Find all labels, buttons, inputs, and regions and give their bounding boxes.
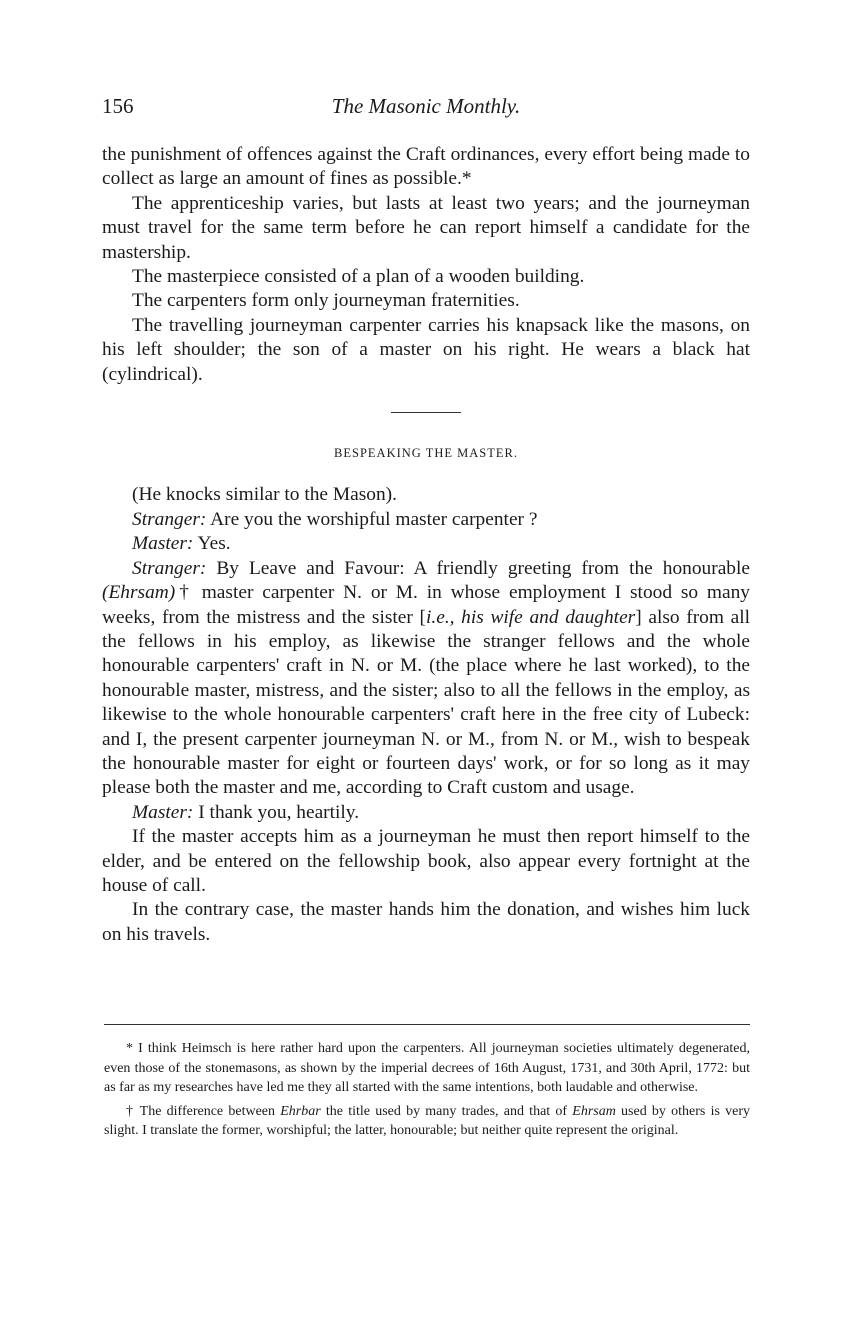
- speaker-label: Stranger:: [132, 508, 207, 530]
- dialogue-line: [102, 508, 750, 532]
- main-text: [102, 143, 750, 947]
- footnotes: [104, 1024, 750, 1145]
- dialogue-intro: (He knocks similar to the Mason).: [132, 484, 397, 506]
- paragraph: The masterpiece consisted of a plan of a wooden building.: [132, 266, 585, 288]
- bracket-italic: i.e., his wife and daughter: [425, 606, 636, 628]
- dialogue-text: By Leave and Favour: A friendly greeting from the honourable: [206, 557, 750, 579]
- paragraph: the punishment of offences against the Craft ordinances, every effort being made to collect as large an amount of fines as possible.*: [102, 144, 750, 190]
- dialogue-line: [102, 801, 750, 825]
- speaker-label: Master:: [132, 533, 194, 555]
- dialogue-line: [102, 532, 750, 556]
- speaker-label: Master:: [132, 801, 194, 823]
- footnote-text: used by others is very slight. I translate the former, worshipful; the latter, honourable; but neither quite represent the original.: [104, 1103, 750, 1138]
- footnote-text: the title used by many trades, and that of: [320, 1103, 573, 1119]
- dialogue-text: † master carpenter N. or M. in whose employment I stood so many weeks, from the mistress and the sister [: [102, 582, 750, 628]
- paragraph: The apprenticeship varies, but lasts at least two years; and the journeyman must travel for the same term before he can report himself a candidate for the mastership.: [102, 192, 750, 263]
- term-ehrsam: Ehrsam: [572, 1103, 616, 1119]
- footnote: [104, 1102, 750, 1141]
- dialogue-text: Yes.: [193, 533, 231, 555]
- section-heading: BESPEAKING THE MASTER.: [334, 446, 518, 461]
- footnote-rule: [104, 1024, 750, 1025]
- paragraph: The travelling journeyman carpenter carries his knapsack like the masons, on his left shoulder; the son of a master on his right. He wears a black hat (cylindrical).: [102, 314, 750, 385]
- speaker-label: Stranger:: [132, 557, 207, 579]
- paragraph: In the contrary case, the master hands him the donation, and wishes him luck on his travels.: [102, 899, 750, 945]
- term-ehrbar: Ehrbar: [280, 1103, 321, 1119]
- paragraph: If the master accepts him as a journeyman he must then report himself to the elder, and be entered on the fellowship book, also appear every fortnight at the house of call.: [102, 826, 750, 896]
- dialogue-text: I thank you, heartily.: [193, 801, 360, 823]
- term-ehrsam: (Ehrsam): [102, 582, 176, 604]
- paragraph: The carpenters form only journeyman fraternities.: [132, 290, 520, 312]
- footnote-text: † The difference between: [126, 1103, 281, 1119]
- section-divider: [391, 412, 461, 413]
- dialogue-text: ] also from all the fellows in his employ, as likewise the stranger fellows and the whole honourable carpenters' craft in N. or M. (the place where he last worked), to the honourable master, mistress, and the sister; also to all the fellows in the employ, as likewise to the whole honourable carpenters' craft here in the free city of Lubeck: and I, the present carpenter journeyman N. or M., from N. or M., wish to bespeak the honourable master for eight or fourteen days' work, or for so long as it may please both the master and me, according to Craft custom and usage.: [102, 606, 750, 799]
- page-number: 156: [102, 94, 134, 118]
- running-title: The Masonic Monthly.: [331, 94, 521, 118]
- footnote: * I think Heimsch is here rather hard upon the carpenters. All journeyman societies ultimately degenerated, even those of the stonemasons, as shown by the imperial decrees of 16th August, 1731, and 30th April, 1772: but as far as my researches have led me they all started with the same intentions, both laudable and otherwise.: [104, 1041, 750, 1095]
- dialogue-text: Are you the worshipful master carpenter ?: [206, 508, 538, 530]
- page-header: [102, 94, 750, 124]
- dialogue-line: [102, 557, 750, 801]
